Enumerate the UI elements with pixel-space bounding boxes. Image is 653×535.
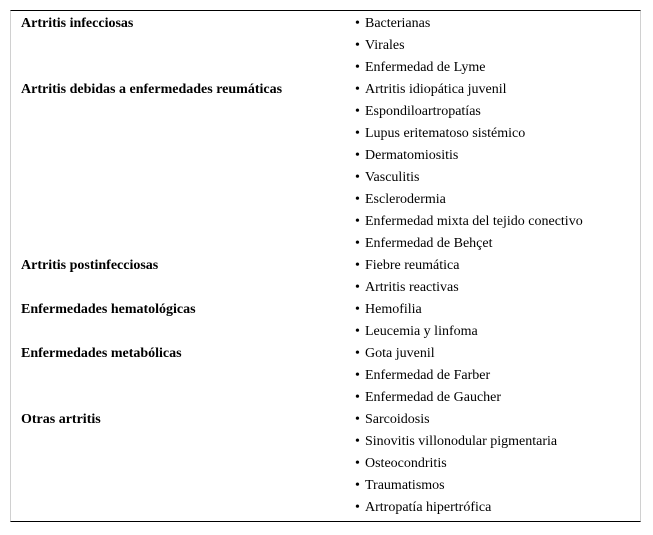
bullet-icon: •	[355, 236, 360, 251]
table-row	[11, 167, 640, 189]
table-row	[11, 365, 640, 387]
category-label: Enfermedades hematológicas	[21, 302, 196, 317]
table-row	[11, 409, 640, 431]
list-item-label: Lupus eritematoso sistémico	[365, 126, 526, 141]
bullet-icon: •	[355, 478, 360, 493]
table-row	[11, 57, 640, 79]
bullet-icon: •	[355, 500, 360, 515]
category-label: Enfermedades metabólicas	[21, 346, 182, 361]
bullet-icon: •	[355, 368, 360, 383]
bullet-icon: •	[355, 214, 360, 229]
bullet-icon: •	[355, 60, 360, 75]
table-row	[11, 255, 640, 277]
table-row	[11, 101, 640, 123]
bullet-icon: •	[355, 346, 360, 361]
list-item	[355, 456, 447, 472]
list-item-label: Virales	[365, 38, 405, 53]
list-item-label: Bacterianas	[365, 16, 431, 31]
table-row	[11, 13, 640, 35]
arthritis-classification-table	[10, 10, 641, 522]
table-row	[11, 387, 640, 409]
list-item	[355, 126, 525, 142]
table-row	[11, 321, 640, 343]
bullet-icon: •	[355, 280, 360, 295]
bullet-icon: •	[355, 126, 360, 141]
list-item-label: Enfermedad de Farber	[365, 368, 491, 383]
list-item-label: Osteocondritis	[365, 456, 447, 471]
list-item	[355, 82, 507, 98]
table-row	[11, 79, 640, 101]
table-row	[11, 277, 640, 299]
list-item	[355, 324, 478, 340]
bullet-icon: •	[355, 82, 360, 97]
list-item	[355, 214, 583, 230]
list-item	[355, 280, 459, 296]
list-item	[355, 170, 419, 186]
list-item	[355, 192, 446, 208]
bullet-icon: •	[355, 434, 360, 449]
list-item	[355, 500, 491, 516]
table-row	[11, 453, 640, 475]
bullet-icon: •	[355, 38, 360, 53]
list-item-label: Enfermedad de Gaucher	[365, 390, 502, 405]
list-item	[355, 368, 490, 384]
bullet-icon: •	[355, 148, 360, 163]
list-item-label: Artritis reactivas	[365, 280, 459, 295]
list-item-label: Leucemia y linfoma	[365, 324, 478, 339]
table-row	[11, 145, 640, 167]
category-label: Artritis postinfecciosas	[21, 258, 159, 273]
table-row	[11, 189, 640, 211]
list-item	[355, 38, 405, 54]
list-item-label: Artritis idiopática juvenil	[365, 82, 507, 97]
list-item	[355, 302, 422, 318]
list-item-label: Sinovitis villonodular pigmentaria	[365, 434, 558, 449]
category-label: Artritis infecciosas	[21, 16, 134, 31]
list-item-label: Enfermedad de Behçet	[365, 236, 493, 251]
list-item	[355, 434, 557, 450]
list-item-label: Hemofilia	[365, 302, 422, 317]
list-item-label: Espondiloartropatías	[365, 104, 481, 119]
list-item	[355, 16, 430, 32]
list-item-label: Enfermedad mixta del tejido conectivo	[365, 214, 583, 229]
table-row	[11, 35, 640, 57]
list-item-label: Enfermedad de Lyme	[365, 60, 486, 75]
bullet-icon: •	[355, 16, 360, 31]
list-item-label: Sarcoidosis	[365, 412, 430, 427]
list-item	[355, 346, 435, 362]
table-row	[11, 123, 640, 145]
table-row	[11, 233, 640, 255]
list-item-label: Gota juvenil	[365, 346, 435, 361]
bullet-icon: •	[355, 456, 360, 471]
table-row	[11, 343, 640, 365]
list-item-label: Fiebre reumática	[365, 258, 460, 273]
table-row	[11, 475, 640, 497]
table-row	[11, 211, 640, 233]
list-item	[355, 258, 459, 274]
table-row	[11, 431, 640, 453]
bullet-icon: •	[355, 324, 360, 339]
table-row	[11, 299, 640, 321]
list-item-label: Vasculitis	[365, 170, 420, 185]
list-item-label: Esclerodermia	[365, 192, 446, 207]
list-item	[355, 390, 501, 406]
bullet-icon: •	[355, 104, 360, 119]
list-item-label: Traumatismos	[365, 478, 445, 493]
list-item-label: Artropatía hipertrófica	[365, 500, 492, 515]
bullet-icon: •	[355, 170, 360, 185]
bullet-icon: •	[355, 412, 360, 427]
list-item-label: Dermatomiositis	[365, 148, 459, 163]
bullet-icon: •	[355, 390, 360, 405]
list-item	[355, 104, 481, 120]
table-row	[11, 497, 640, 519]
category-label: Otras artritis	[21, 412, 101, 427]
list-item	[355, 478, 445, 494]
list-item	[355, 148, 458, 164]
list-item	[355, 60, 486, 76]
category-label: Artritis debidas a enfermedades reumáticas	[21, 82, 283, 97]
bullet-icon: •	[355, 302, 360, 317]
list-item	[355, 412, 430, 428]
bullet-icon: •	[355, 258, 360, 273]
bullet-icon: •	[355, 192, 360, 207]
list-item	[355, 236, 493, 252]
